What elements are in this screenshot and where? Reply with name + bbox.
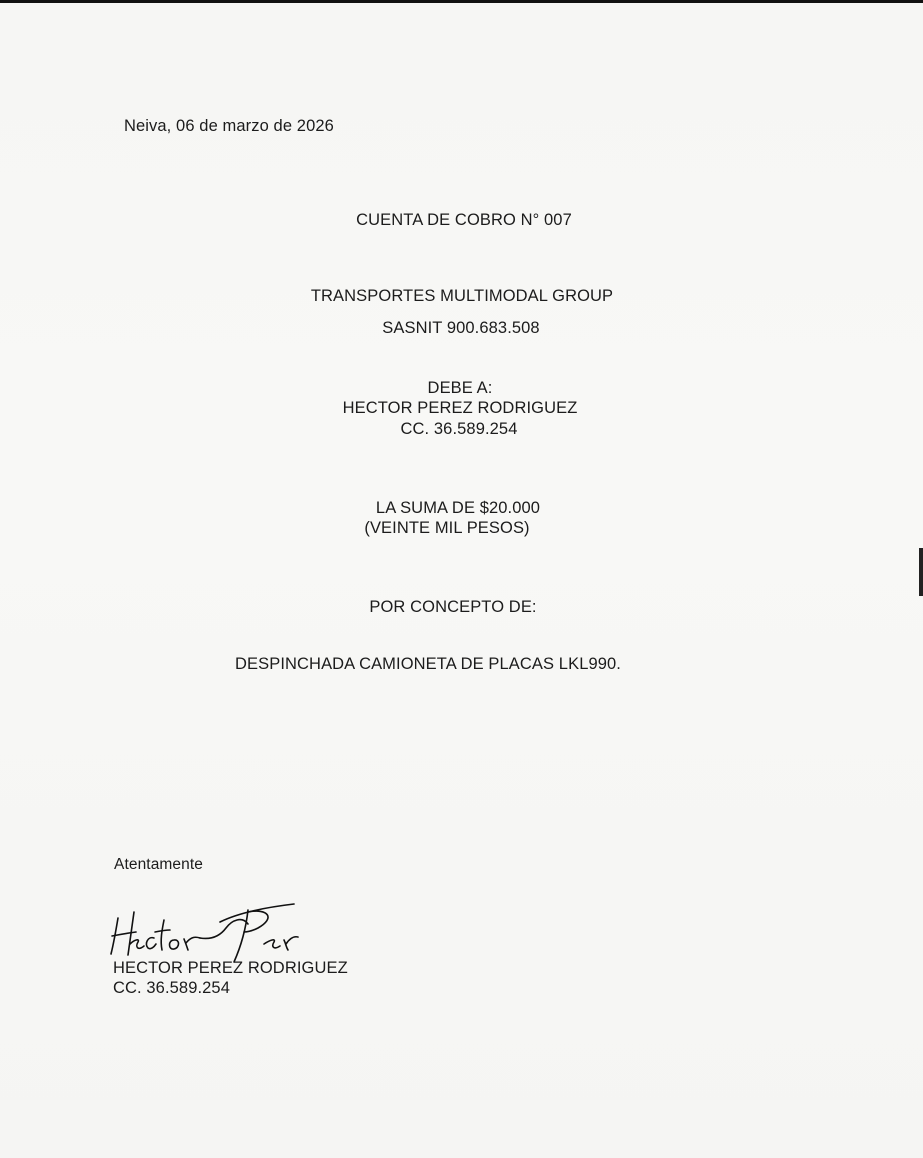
concept-heading: POR CONCEPTO DE: bbox=[369, 598, 537, 616]
place-date: Neiva, 06 de marzo de 2026 bbox=[124, 117, 334, 135]
amount: LA SUMA DE $20.000 bbox=[375, 499, 541, 517]
company-name: TRANSPORTES MULTIMODAL GROUP bbox=[310, 287, 614, 305]
concept-description: DESPINCHADA CAMIONETA DE PLACAS LKL990. bbox=[235, 655, 621, 673]
creditor-id: CC. 36.589.254 bbox=[400, 420, 518, 438]
signer-name: HECTOR PEREZ RODRIGUEZ bbox=[113, 959, 348, 977]
signer-id: CC. 36.589.254 bbox=[113, 979, 230, 997]
creditor-name: HECTOR PEREZ RODRIGUEZ bbox=[342, 399, 578, 417]
company-nit: SASNIT 900.683.508 bbox=[382, 319, 540, 337]
debtor-heading: DEBE A: bbox=[427, 379, 493, 397]
handwritten-signature-icon bbox=[108, 900, 304, 964]
closing: Atentamente bbox=[114, 856, 203, 873]
scan-top-edge bbox=[0, 0, 923, 3]
document-title: CUENTA DE COBRO N° 007 bbox=[356, 211, 572, 229]
amount-in-words: (VEINTE MIL PESOS) bbox=[364, 519, 530, 537]
scan-edge-mark bbox=[919, 548, 923, 596]
